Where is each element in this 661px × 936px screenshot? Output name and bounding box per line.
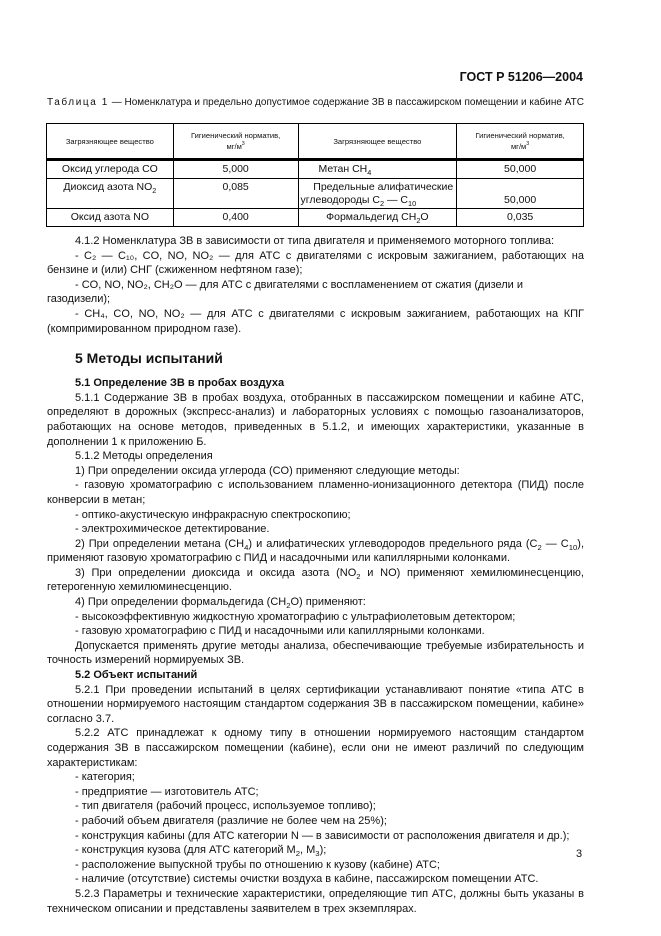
text-span: );: [319, 844, 327, 857]
subscript: 2: [379, 199, 385, 208]
text-span: O) применяют:: [290, 596, 366, 609]
fuel-item: [47, 249, 584, 278]
norm-value-cell: 0,035: [457, 209, 584, 227]
clause-5-1-1: 5.1.1 Содержание ЗВ в пробах воздуха, отобранных в пассажирском помещении и кабине АТС, определяют в дорожных (экспресс-анализ) и лабораторных условиях с помощью газоанализаторов, работающих на основе методов, приведенных в 5.1.2, и имеющих характеристики, указанные в дополнении 1 к приложению Б.: [47, 391, 584, 448]
table-caption-prefix: Таблица 1: [47, 97, 109, 108]
col-header-norm-label: Гигиенический норматив,: [475, 131, 565, 140]
type-criteria-item: - тип двигателя (рабочий процесс, используемое топливо);: [75, 800, 376, 813]
fuel-item-text: — для АТС с двигателями с искровым зажиганием, работающих на бензине и (или) СНГ (сжиженном нефтяном газе);: [47, 249, 584, 277]
subscript: 4: [244, 542, 249, 552]
norm-value-cell: 50,000: [457, 160, 584, 179]
fuel-item-prefix: - C₂ — C₁₀, CO, NO, NO₂: [75, 249, 214, 262]
substance-name-tail: O: [420, 211, 429, 223]
substance-cell: Оксид азота NO: [47, 209, 174, 227]
subscript: 2: [286, 601, 291, 611]
substance-name: Диоксид азота NO: [63, 181, 153, 193]
subscript: 2: [537, 542, 542, 552]
subscript: 2: [295, 849, 300, 859]
norm-value-cell: 50,000: [457, 179, 584, 209]
col-header-substance-2: Загрязняющее вещество: [298, 124, 457, 160]
unit-superscript: 3: [526, 141, 530, 147]
table-header-row: [47, 124, 584, 160]
substance-name-line2: углеводороды C: [300, 194, 380, 206]
substance-cell: [298, 160, 457, 179]
substance-cell: Оксид углерода CO: [47, 160, 174, 179]
col-header-norm-unit: мг/м: [510, 142, 527, 151]
subscript: 2: [152, 186, 157, 195]
type-criteria-item: [47, 843, 584, 858]
table-row: [47, 179, 584, 209]
method-3: [47, 566, 584, 595]
text-span: — C: [541, 537, 569, 550]
method-1-intro: 1) При определении оксида углерода (CO) применяют следующие методы:: [75, 464, 460, 477]
subscript: 4: [367, 168, 372, 177]
table-row: [47, 209, 584, 227]
substance-cell: [47, 179, 174, 209]
method-4-item: - газовую хроматографию с ПИД и насадочными или капиллярными колонками.: [75, 625, 485, 638]
col-header-norm-label: Гигиенический норматив,: [190, 131, 281, 140]
text-span: ), применяют газовую хроматографию с ПИД и насадочными или капиллярными колонками.: [47, 537, 585, 565]
substance-name: Метан CH: [318, 163, 368, 175]
substance-cell: [298, 209, 457, 227]
norm-value-cell: 0,085: [173, 179, 298, 209]
clause-5-2-1: 5.2.1 При проведении испытаний в целях сертификации устанавливают понятие «типа АТС в отношении нормируемого настоящим стандартом содержания ЗВ в пассажирском помещении, кабине» согласно 3.7.: [47, 683, 584, 725]
document-body: [47, 234, 584, 916]
subscript: 2: [356, 571, 361, 581]
clause-5-2-3: 5.2.3 Параметры и технические характеристики, определяющие тип АТС, должны быть указаны в техническом описании и представлены заявителем в трех экземплярах.: [47, 887, 584, 915]
method-4-item: - высокоэффективную жидкостную хроматографию с ультрафиолетовым детектором;: [75, 610, 516, 623]
fuel-item: [47, 278, 584, 307]
type-criteria-item: - рабочий объем двигателя (различие не более чем на 25%);: [75, 814, 387, 827]
col-header-substance: Загрязняющее вещество: [47, 124, 174, 160]
method-1-item: - газовую хроматографию с использованием пламенно-ионизационного детектора (ПИД) после конверсии в метан;: [47, 479, 584, 506]
type-criteria-item: - предприятие — изготовитель АТС;: [75, 785, 259, 798]
text-span: 4) При определении формальдегида (CH: [75, 596, 287, 609]
col-header-norm: [173, 124, 298, 160]
method-4-intro: [47, 595, 584, 610]
norm-value-cell: 5,000: [173, 160, 298, 179]
fuel-item-text: — для АТС с двигателями с искровым зажиганием, работающих на КПГ (компримированном природном газе).: [47, 307, 584, 335]
substance-dash: — C: [384, 194, 408, 206]
table-caption-text: — Номенклатура и предельно допустимое содержание ЗВ в пассажирском помещении и кабине АТС: [108, 97, 584, 108]
method-2: [47, 537, 584, 566]
text-span: 3) При определении диоксида и оксида азота (NO: [75, 566, 357, 579]
norms-table: [46, 123, 584, 227]
page-number: 3: [576, 848, 583, 860]
text-span: и NO) применяют хемилюминесценцию, гетерогенную хемилюминесценцию.: [47, 566, 584, 594]
text-span: , M: [300, 844, 316, 857]
section-5-1-heading: 5.1 Определение ЗВ в пробах воздуха: [75, 377, 285, 390]
type-criteria-item: - наличие (отсутствие) системы очистки воздуха в кабине, пассажирском помещении АТС.: [75, 873, 539, 886]
table-row: [47, 160, 584, 179]
fuel-item-prefix: - CO, NO, NO₂, CH₂O: [75, 278, 183, 291]
section-5-heading: 5 Методы испытаний: [75, 350, 223, 367]
fuel-item-text: — для АТС с двигателями с воспламенением от сжатия (дизели и газодизели);: [47, 278, 524, 306]
substance-cell: [298, 179, 457, 209]
clause-5-1-2: 5.1.2 Методы определения: [75, 450, 213, 463]
norm-value-cell: 0,400: [173, 209, 298, 227]
clause-4-1-2: 4.1.2 Номенклатура ЗВ в зависимости от типа двигателя и применяемого моторного топлива:: [75, 235, 555, 247]
type-criteria-item: - категория;: [75, 771, 135, 784]
subscript: 3: [315, 849, 320, 859]
document-code: ГОСТ Р 51206—2004: [459, 70, 583, 84]
col-header-norm-2: [457, 124, 584, 160]
fuel-item-prefix: - CH₄, CO, NO, NO₂: [75, 307, 185, 320]
clause-5-2-2: 5.2.2 АТС принадлежат к одному типу в отношении нормируемого настоящим стандартом содержания ЗВ в пассажирском помещении (кабине), если они не имеют различий по следующим характеристикам:: [47, 727, 584, 769]
table-caption: [47, 97, 584, 108]
fuel-item: [47, 307, 584, 336]
section-5-2-heading: 5.2 Объект испытаний: [75, 669, 198, 682]
method-1-item: - электрохимическое детектирование.: [75, 523, 270, 536]
unit-superscript: 3: [241, 141, 245, 147]
methods-allowance: Допускается применять другие методы анализа, обеспечивающие требуемые избирательность и точность измерений нормируемых ЗВ.: [47, 639, 584, 667]
subscript: 2: [416, 216, 421, 225]
subscript: 10: [568, 542, 578, 552]
text-span: ) и алифатических углеводородов предельного ряда (C: [248, 537, 538, 550]
text-span: - конструкция кузова (для АТС категорий M: [75, 844, 296, 857]
text-span: 2) При определении метана (CH: [75, 537, 245, 550]
method-1-item: - оптико-акустическую инфракрасную спектроскопию;: [75, 508, 351, 521]
col-header-norm-unit: мг/м: [226, 142, 242, 151]
subscript: 10: [408, 199, 417, 208]
type-criteria-item: - расположение выпускной трубы по отношению к кузову (кабине) АТС;: [75, 858, 440, 871]
substance-name: Формальдегид CH: [326, 211, 417, 223]
type-criteria-item: - конструкция кабины (для АТС категории N — в зависимости от расположения двигателя и др.);: [75, 829, 570, 842]
substance-name-line1: Предельные алифатические: [313, 181, 454, 193]
